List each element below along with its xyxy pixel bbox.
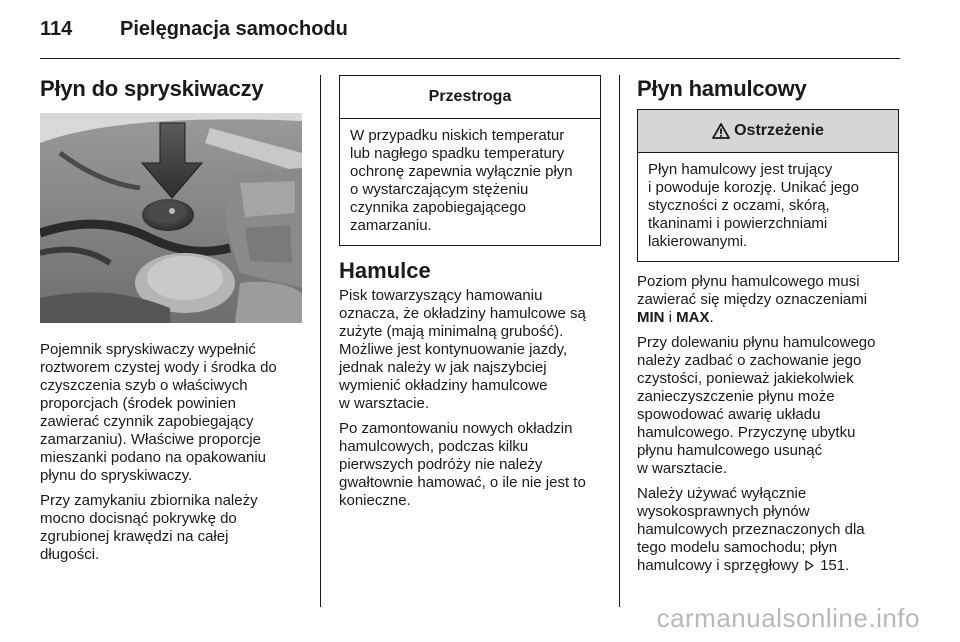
- header-divider: [40, 58, 900, 59]
- brake-fluid-level-text: Poziom płynu hamulcowego musi zawierać się między oznaczeniami MIN i MAX.: [637, 273, 868, 326]
- reservoir-cap-instructions: Przy zamykaniu zbiornika należy mocno docisnąć pokrywkę do zgrubionej krawędzi na całej długości.: [40, 492, 258, 563]
- washer-fluid-instructions: Pojemnik spryskiwaczy wypełnić roztworem czystej wody i środka do czyszczenia szyb o właściwych proporcjach (środek powinien zawierać czynnik zapobiegający zamarzaniu). Właściwe proporcje mieszanki podano na opakowaniu płynu do spryskiwaczy.: [40, 341, 277, 484]
- caution-title: Przestroga: [340, 76, 600, 119]
- brake-fluid-refill-text: Przy dolewaniu płynu hamulcowego należy zadbać o zachowanie jego czystości, ponieważ jakiekolwiek zanieczyszczenie płynu może spowodować awarię układu hamulcowego. Przyczynę ubytku płynu hamulcowego usunąć w warsztacie.: [637, 334, 876, 477]
- section-heading-brake-fluid: Płyn hamulcowy: [637, 76, 807, 101]
- engine-bay-illustration-icon: [40, 113, 302, 323]
- page-reference-link[interactable]: 151.: [820, 557, 850, 574]
- page-reference-arrow-icon: [805, 560, 814, 571]
- caution-box: [339, 75, 601, 246]
- section-heading-washer-fluid: Płyn do spryskiwaczy: [40, 76, 264, 101]
- max-mark: MAX: [676, 309, 710, 326]
- caution-text: W przypadku niskich temperatur lub nagłego spadku temperatury ochronę zapewnia wyłącznie płyn o wystarczającym stężeniu czynnika zapobiegającego zamarzaniu.: [350, 127, 573, 234]
- column-washer-fluid: [40, 75, 302, 571]
- min-mark: MIN: [637, 309, 665, 326]
- warning-title: Ostrzeżenie: [734, 122, 824, 139]
- watermark: carmanualsonline.info: [656, 603, 920, 633]
- chapter-title: Pielęgnacja samochodu: [120, 18, 348, 40]
- new-brake-pads-text: Po zamontowaniu nowych okładzin hamulcowych, podczas kilku pierwszych podróży nie należy gwałtownie hamować, o ile nie jest to konieczne.: [339, 420, 586, 509]
- warning-box: [637, 109, 899, 262]
- page-number: 114: [40, 18, 73, 40]
- warning-header: [638, 110, 898, 153]
- column-brake-fluid: [637, 75, 899, 582]
- brake-pads-wear-text: Pisk towarzyszący hamowaniu oznacza, że okładziny hamulcowe są zużyte (mają minimalną grubość). Możliwe jest kontynuowanie jazdy, jednak należy w jak najszybciej wymienić okładziny hamulcowe w warsztacie.: [339, 287, 586, 412]
- brake-fluid-type-text: Należy używać wyłącznie wysokosprawnych płynów hamulcowych przeznaczonych dla tego modelu samochodu; płyn hamulcowy i sprzęgłowy 151.: [637, 485, 865, 574]
- column-brakes: [339, 75, 601, 517]
- column-divider: [619, 75, 620, 607]
- warning-text: Płyn hamulcowy jest trujący i powoduje korozję. Unikać jego styczności z oczami, skórą, tkaninami i powierzchniami lakierowanymi.: [648, 161, 859, 250]
- column-divider: [320, 75, 321, 607]
- section-heading-brakes: Hamulce: [339, 258, 431, 283]
- page-header: [40, 18, 900, 58]
- warning-triangle-icon: [712, 123, 730, 139]
